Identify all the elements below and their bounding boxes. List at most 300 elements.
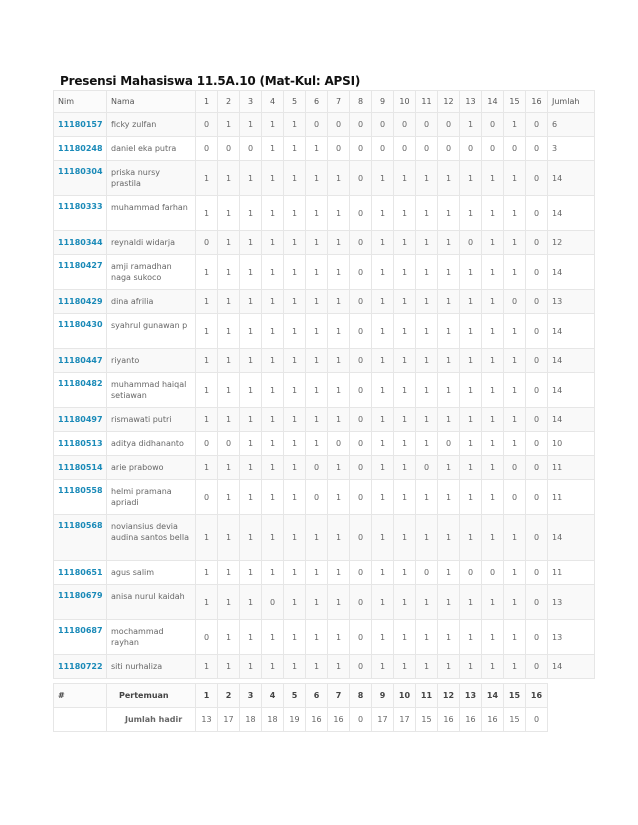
attendance-cell: 0	[350, 196, 372, 231]
student-jumlah: 3	[548, 137, 595, 161]
attendance-cell: 1	[196, 655, 218, 679]
summary-count: 17	[372, 708, 394, 732]
column-header-meeting[interactable]: 6	[306, 91, 328, 113]
attendance-cell: 1	[328, 585, 350, 620]
attendance-cell: 1	[328, 456, 350, 480]
attendance-cell: 1	[262, 196, 284, 231]
attendance-cell: 0	[416, 113, 438, 137]
attendance-cell: 0	[350, 113, 372, 137]
attendance-cell: 0	[460, 137, 482, 161]
attendance-cell: 1	[240, 349, 262, 373]
summary-meeting: 11	[416, 684, 438, 708]
attendance-cell: 1	[306, 620, 328, 655]
attendance-cell: 1	[460, 515, 482, 561]
attendance-cell: 1	[504, 113, 526, 137]
student-name: mochammad rayhan	[107, 620, 196, 655]
student-nim[interactable]: 11180427	[54, 255, 107, 290]
attendance-cell: 1	[372, 655, 394, 679]
attendance-cell: 0	[482, 137, 504, 161]
attendance-cell: 1	[372, 255, 394, 290]
summary-count: 13	[196, 708, 218, 732]
student-jumlah: 6	[548, 113, 595, 137]
attendance-cell: 1	[196, 290, 218, 314]
column-header-meeting[interactable]: 9	[372, 91, 394, 113]
attendance-cell: 1	[394, 290, 416, 314]
attendance-cell: 1	[196, 561, 218, 585]
attendance-cell: 1	[416, 373, 438, 408]
attendance-cell: 1	[218, 585, 240, 620]
attendance-cell: 1	[240, 655, 262, 679]
summary-hash: #	[54, 684, 107, 708]
attendance-cell: 1	[240, 620, 262, 655]
student-jumlah: 14	[548, 314, 595, 349]
student-name: daniel eka putra	[107, 137, 196, 161]
table-row	[54, 137, 595, 161]
attendance-cell: 0	[350, 432, 372, 456]
column-header-meeting[interactable]: 4	[262, 91, 284, 113]
attendance-cell: 1	[218, 655, 240, 679]
attendance-cell: 0	[526, 655, 548, 679]
attendance-cell: 0	[526, 314, 548, 349]
column-header-meeting[interactable]: 12	[438, 91, 460, 113]
attendance-cell: 1	[394, 161, 416, 196]
attendance-cell: 1	[482, 373, 504, 408]
summary-count: 0	[526, 708, 548, 732]
student-nim[interactable]: 11180497	[54, 408, 107, 432]
summary-meeting: 9	[372, 684, 394, 708]
attendance-cell: 1	[460, 432, 482, 456]
attendance-cell: 1	[482, 196, 504, 231]
attendance-cell: 1	[394, 255, 416, 290]
attendance-cell: 0	[350, 137, 372, 161]
attendance-cell: 1	[394, 231, 416, 255]
attendance-cell: 0	[438, 137, 460, 161]
attendance-cell: 1	[262, 620, 284, 655]
student-nim[interactable]: 11180333	[54, 196, 107, 231]
student-nim[interactable]: 11180344	[54, 231, 107, 255]
column-header-meeting[interactable]: 15	[504, 91, 526, 113]
attendance-cell: 0	[350, 161, 372, 196]
student-name: riyanto	[107, 349, 196, 373]
attendance-cell: 1	[438, 655, 460, 679]
attendance-cell: 0	[526, 196, 548, 231]
student-name: arie prabowo	[107, 456, 196, 480]
student-jumlah: 14	[548, 349, 595, 373]
table-row	[54, 196, 595, 231]
attendance-cell: 0	[504, 480, 526, 515]
attendance-cell: 1	[240, 255, 262, 290]
student-name: muhammad farhan	[107, 196, 196, 231]
attendance-cell: 0	[196, 432, 218, 456]
attendance-cell: 1	[196, 349, 218, 373]
summary-meeting: 14	[482, 684, 504, 708]
summary-meeting: 10	[394, 684, 416, 708]
summary-count: 19	[284, 708, 306, 732]
student-name: siti nurhaliza	[107, 655, 196, 679]
attendance-cell: 0	[350, 655, 372, 679]
attendance-cell: 0	[350, 314, 372, 349]
attendance-cell: 1	[438, 561, 460, 585]
column-header-meeting[interactable]: 2	[218, 91, 240, 113]
summary-empty	[548, 684, 595, 708]
student-rows	[54, 113, 595, 679]
attendance-cell: 1	[240, 408, 262, 432]
attendance-cell: 0	[196, 113, 218, 137]
column-header-meeting[interactable]: 16	[526, 91, 548, 113]
attendance-cell: 1	[218, 373, 240, 408]
summary-count: 15	[416, 708, 438, 732]
attendance-cell: 1	[218, 255, 240, 290]
attendance-cell: 0	[328, 137, 350, 161]
attendance-cell: 1	[218, 561, 240, 585]
summary-meeting: 4	[262, 684, 284, 708]
attendance-cell: 1	[438, 585, 460, 620]
attendance-cell: 1	[460, 456, 482, 480]
attendance-cell: 0	[482, 113, 504, 137]
table-row	[54, 373, 595, 408]
attendance-cell: 1	[240, 515, 262, 561]
table-row	[54, 290, 595, 314]
attendance-cell: 0	[460, 561, 482, 585]
attendance-cell: 1	[284, 231, 306, 255]
attendance-cell: 1	[460, 196, 482, 231]
student-nim[interactable]: 11180513	[54, 432, 107, 456]
attendance-cell: 0	[526, 480, 548, 515]
summary-meeting: 1	[196, 684, 218, 708]
attendance-cell: 1	[482, 432, 504, 456]
attendance-cell: 1	[372, 196, 394, 231]
attendance-cell: 1	[438, 349, 460, 373]
attendance-cell: 1	[284, 196, 306, 231]
attendance-cell: 1	[328, 314, 350, 349]
attendance-cell: 1	[504, 408, 526, 432]
attendance-cell: 1	[328, 480, 350, 515]
attendance-cell: 1	[394, 515, 416, 561]
attendance-cell: 0	[306, 480, 328, 515]
attendance-cell: 1	[438, 408, 460, 432]
attendance-cell: 1	[482, 231, 504, 255]
attendance-cell: 1	[372, 161, 394, 196]
attendance-cell: 1	[196, 585, 218, 620]
attendance-cell: 1	[504, 196, 526, 231]
student-name: helmi pramana apriadi	[107, 480, 196, 515]
attendance-cell: 1	[438, 456, 460, 480]
attendance-cell: 1	[218, 231, 240, 255]
summary-count: 16	[438, 708, 460, 732]
attendance-cell: 0	[526, 231, 548, 255]
attendance-cell: 1	[328, 349, 350, 373]
student-name: priska nursy prastila	[107, 161, 196, 196]
attendance-cell: 1	[482, 161, 504, 196]
attendance-cell: 1	[196, 456, 218, 480]
attendance-cell: 0	[504, 456, 526, 480]
attendance-cell: 0	[526, 585, 548, 620]
table-row	[54, 349, 595, 373]
attendance-cell: 1	[394, 196, 416, 231]
attendance-cell: 1	[240, 231, 262, 255]
attendance-cell: 1	[262, 480, 284, 515]
student-nim[interactable]: 11180568	[54, 515, 107, 561]
summary-empty	[548, 708, 595, 732]
summary-count: 16	[482, 708, 504, 732]
attendance-cell: 1	[438, 480, 460, 515]
attendance-cell: 1	[438, 314, 460, 349]
attendance-cell: 1	[218, 314, 240, 349]
attendance-cell: 1	[284, 561, 306, 585]
attendance-cell: 1	[394, 314, 416, 349]
student-nim[interactable]: 11180482	[54, 373, 107, 408]
student-name: syahrul gunawan p	[107, 314, 196, 349]
student-name: ficky zulfan	[107, 113, 196, 137]
attendance-cell: 1	[372, 480, 394, 515]
column-header-meeting[interactable]: 8	[350, 91, 372, 113]
table-row	[54, 655, 595, 679]
attendance-cell: 1	[196, 255, 218, 290]
student-name: amji ramadhan naga sukoco	[107, 255, 196, 290]
attendance-cell: 1	[372, 432, 394, 456]
attendance-cell: 1	[328, 561, 350, 585]
attendance-cell: 1	[218, 480, 240, 515]
attendance-cell: 0	[526, 373, 548, 408]
attendance-cell: 1	[240, 161, 262, 196]
attendance-cell: 1	[306, 196, 328, 231]
student-jumlah: 12	[548, 231, 595, 255]
summary-count: 16	[306, 708, 328, 732]
student-nim[interactable]: 11180447	[54, 349, 107, 373]
student-jumlah: 11	[548, 456, 595, 480]
student-name: anisa nurul kaidah	[107, 585, 196, 620]
column-header-nim[interactable]: Nim	[54, 91, 107, 113]
summary-count: 16	[328, 708, 350, 732]
attendance-cell: 1	[284, 408, 306, 432]
attendance-cell: 1	[262, 349, 284, 373]
attendance-cell: 1	[218, 408, 240, 432]
column-header-meeting[interactable]: 5	[284, 91, 306, 113]
attendance-cell: 1	[328, 620, 350, 655]
attendance-cell: 0	[350, 585, 372, 620]
attendance-cell: 1	[460, 408, 482, 432]
attendance-cell: 1	[306, 655, 328, 679]
attendance-cell: 1	[306, 231, 328, 255]
attendance-cell: 1	[394, 408, 416, 432]
attendance-cell: 1	[504, 255, 526, 290]
attendance-cell: 0	[218, 432, 240, 456]
attendance-cell: 1	[284, 349, 306, 373]
column-header-meeting[interactable]: 7	[328, 91, 350, 113]
attendance-cell: 1	[262, 373, 284, 408]
student-nim[interactable]: 11180430	[54, 314, 107, 349]
student-name: dina afrilia	[107, 290, 196, 314]
summary-count: 18	[240, 708, 262, 732]
summary-meeting: 13	[460, 684, 482, 708]
attendance-cell: 0	[328, 113, 350, 137]
attendance-cell: 1	[504, 432, 526, 456]
attendance-cell: 1	[262, 290, 284, 314]
attendance-cell: 1	[262, 655, 284, 679]
column-header-meeting[interactable]: 10	[394, 91, 416, 113]
attendance-cell: 1	[262, 561, 284, 585]
attendance-cell: 0	[350, 408, 372, 432]
attendance-cell: 1	[240, 561, 262, 585]
attendance-cell: 1	[438, 620, 460, 655]
student-nim[interactable]: 11180722	[54, 655, 107, 679]
column-header-jumlah[interactable]: Jumlah	[548, 91, 595, 113]
attendance-cell: 1	[460, 314, 482, 349]
attendance-cell: 0	[372, 137, 394, 161]
table-row	[54, 585, 595, 620]
attendance-cell: 0	[526, 290, 548, 314]
attendance-cell: 1	[284, 620, 306, 655]
attendance-cell: 1	[328, 373, 350, 408]
attendance-cell: 1	[504, 655, 526, 679]
attendance-cell: 0	[196, 620, 218, 655]
attendance-cell: 1	[284, 113, 306, 137]
attendance-cell: 1	[262, 408, 284, 432]
attendance-cell: 1	[240, 290, 262, 314]
attendance-cell: 1	[372, 561, 394, 585]
table-row	[54, 515, 595, 561]
attendance-cell: 1	[460, 620, 482, 655]
column-header-meeting[interactable]: 13	[460, 91, 482, 113]
attendance-cell: 0	[350, 456, 372, 480]
attendance-cell: 1	[328, 515, 350, 561]
student-nim[interactable]: 11180651	[54, 561, 107, 585]
attendance-cell: 1	[504, 314, 526, 349]
summary-jumlah-hadir-label: Jumlah hadir	[107, 708, 196, 732]
student-jumlah: 13	[548, 585, 595, 620]
attendance-cell: 1	[328, 408, 350, 432]
attendance-cell: 1	[372, 515, 394, 561]
table-row	[54, 161, 595, 196]
attendance-cell: 1	[306, 432, 328, 456]
attendance-cell: 1	[460, 655, 482, 679]
attendance-cell: 1	[416, 515, 438, 561]
attendance-cell: 1	[262, 113, 284, 137]
attendance-cell: 0	[438, 432, 460, 456]
attendance-cell: 1	[306, 515, 328, 561]
table-row	[54, 113, 595, 137]
attendance-cell: 1	[328, 290, 350, 314]
student-nim[interactable]: 11180514	[54, 456, 107, 480]
student-name: rismawati putri	[107, 408, 196, 432]
attendance-cell: 1	[438, 515, 460, 561]
attendance-cell: 1	[416, 408, 438, 432]
attendance-cell: 1	[460, 113, 482, 137]
attendance-cell: 1	[262, 432, 284, 456]
attendance-cell: 1	[504, 161, 526, 196]
student-nim[interactable]: 11180679	[54, 585, 107, 620]
attendance-cell: 1	[262, 231, 284, 255]
attendance-cell: 1	[460, 585, 482, 620]
attendance-cell: 1	[438, 161, 460, 196]
attendance-cell: 1	[416, 480, 438, 515]
column-header-meeting[interactable]: 14	[482, 91, 504, 113]
attendance-cell: 0	[504, 290, 526, 314]
student-nim[interactable]: 11180304	[54, 161, 107, 196]
summary-count: 15	[504, 708, 526, 732]
student-jumlah: 14	[548, 196, 595, 231]
column-header-nama[interactable]: Nama	[107, 91, 196, 113]
student-name: noviansius devia audina santos bella	[107, 515, 196, 561]
attendance-cell: 1	[504, 231, 526, 255]
attendance-cell: 1	[482, 408, 504, 432]
student-jumlah: 11	[548, 480, 595, 515]
attendance-cell: 1	[306, 290, 328, 314]
attendance-cell: 1	[504, 515, 526, 561]
summary-meeting: 16	[526, 684, 548, 708]
attendance-cell: 0	[350, 620, 372, 655]
table-row	[54, 432, 595, 456]
student-nim[interactable]: 11180157	[54, 113, 107, 137]
attendance-cell: 1	[372, 314, 394, 349]
attendance-cell: 0	[394, 137, 416, 161]
student-nim[interactable]: 11180429	[54, 290, 107, 314]
attendance-cell: 0	[372, 113, 394, 137]
attendance-cell: 0	[306, 113, 328, 137]
attendance-cell: 1	[416, 255, 438, 290]
summary-values-row	[54, 708, 595, 732]
attendance-cell: 0	[350, 480, 372, 515]
attendance-cell: 0	[196, 480, 218, 515]
attendance-cell: 0	[482, 561, 504, 585]
attendance-cell: 1	[218, 515, 240, 561]
attendance-cell: 0	[306, 456, 328, 480]
attendance-cell: 1	[306, 161, 328, 196]
table-row	[54, 480, 595, 515]
attendance-cell: 1	[262, 137, 284, 161]
attendance-cell: 1	[240, 480, 262, 515]
attendance-cell: 1	[328, 231, 350, 255]
attendance-cell: 1	[306, 349, 328, 373]
column-header-meeting[interactable]: 3	[240, 91, 262, 113]
attendance-cell: 1	[438, 196, 460, 231]
attendance-cell: 1	[196, 373, 218, 408]
attendance-cell: 1	[284, 314, 306, 349]
attendance-cell: 0	[526, 456, 548, 480]
attendance-cell: 1	[394, 432, 416, 456]
student-nim[interactable]: 11180558	[54, 480, 107, 515]
attendance-cell: 1	[328, 161, 350, 196]
attendance-cell: 1	[306, 373, 328, 408]
attendance-cell: 1	[482, 480, 504, 515]
attendance-cell: 0	[526, 561, 548, 585]
student-nim[interactable]: 11180687	[54, 620, 107, 655]
attendance-cell: 1	[284, 515, 306, 561]
student-nim[interactable]: 11180248	[54, 137, 107, 161]
attendance-cell: 1	[372, 231, 394, 255]
student-jumlah: 10	[548, 432, 595, 456]
attendance-cell: 1	[328, 196, 350, 231]
attendance-cell: 1	[306, 585, 328, 620]
attendance-cell: 1	[284, 290, 306, 314]
attendance-cell: 0	[350, 290, 372, 314]
student-jumlah: 14	[548, 373, 595, 408]
student-jumlah: 13	[548, 290, 595, 314]
attendance-cell: 0	[350, 231, 372, 255]
column-header-meeting[interactable]: 11	[416, 91, 438, 113]
column-header-meeting[interactable]: 1	[196, 91, 218, 113]
attendance-cell: 0	[526, 137, 548, 161]
attendance-cell: 1	[394, 585, 416, 620]
attendance-cell: 0	[526, 515, 548, 561]
attendance-cell: 0	[526, 349, 548, 373]
attendance-cell: 1	[482, 655, 504, 679]
attendance-cell: 1	[284, 432, 306, 456]
attendance-cell: 1	[438, 255, 460, 290]
attendance-cell: 1	[460, 480, 482, 515]
student-jumlah: 13	[548, 620, 595, 655]
attendance-cell: 1	[196, 515, 218, 561]
